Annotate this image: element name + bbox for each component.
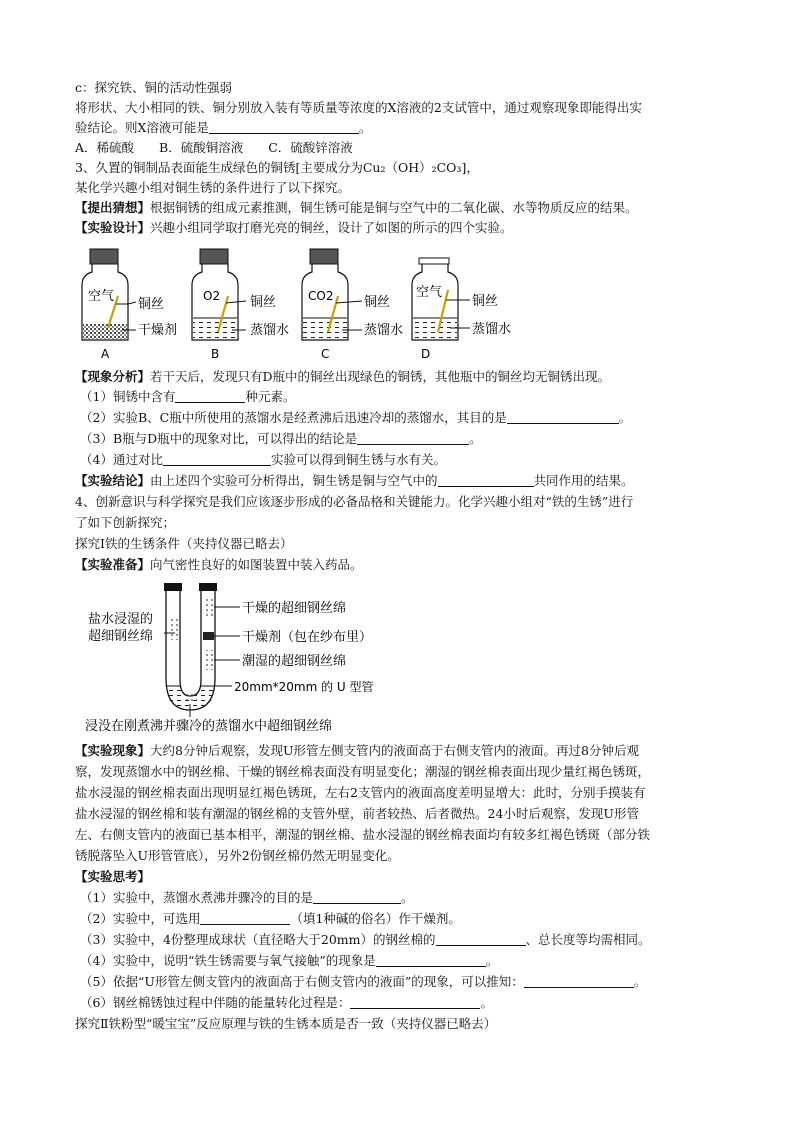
think-5-text: （5）依据“U形管左侧支管内的液面高于右侧支管内的液面”的现象，可以推知：: [80, 974, 524, 989]
thinking-tag: 【实验思考】: [75, 869, 151, 884]
prep-text: 向气密性良好的如图装置中装入药品。: [150, 557, 363, 572]
sub-1-end: 种元素。: [245, 389, 296, 404]
bottle-a-gas: 空气: [88, 289, 115, 304]
answer-blank: [524, 973, 634, 988]
bottle-b-gas: O2: [203, 289, 221, 303]
u-tube-label: 20mm*20mm 的 U 型管: [234, 680, 374, 694]
dry-steel-wool: [203, 598, 214, 616]
distilled-water-label-d: 蒸馏水: [472, 322, 512, 337]
conclusion-tag: 【实验结论】: [75, 473, 151, 488]
design-tag: 【实验设计】: [75, 220, 151, 235]
submerged-steel-wool: [183, 694, 197, 704]
section-c-question: [75, 118, 371, 138]
q4-explore-2-title: 探究Ⅱ铁粉型“暖宝宝”反应原理与铁的生锈本质是否一致（夹持仪器已略去）: [75, 1016, 497, 1031]
section-c-options: A．稀硫酸 B．硫酸铜溶液 C．硫酸锌溶液: [75, 140, 353, 155]
q3-intro: 3、久置的铜制品表面能生成绿色的铜锈[主要成分为Cu₂（OH）₂CO₃]，: [75, 160, 479, 175]
bottle-c-gas: CO2: [308, 289, 334, 303]
analysis-tag: 【现象分析】: [75, 369, 151, 384]
answer-blank: [313, 889, 401, 904]
answer-blank: [507, 409, 619, 424]
design-text: 兴趣小组同学取打磨光亮的铜丝，设计了如图的所示的四个实验。: [150, 220, 513, 235]
desiccant-pack-label: 干燥剂（包在纱布里）: [242, 630, 373, 645]
q4-phenomena-6: 锈脱落坠入U形管管底），另外2份钢丝棉仍然无明显变化。: [75, 848, 400, 863]
bottle-d-label: D: [421, 347, 431, 361]
q4-think-2: [80, 909, 461, 929]
left-stopper: [164, 583, 182, 591]
section-c-title: c：探究铁、铜的活动性强弱: [75, 80, 233, 95]
q4-think-4: [80, 951, 498, 971]
think-6-text: （6）钢丝棉锈蚀过程中伴随的能量转化过程是：: [80, 995, 351, 1010]
question-text: 验结论。则X溶液可能是: [75, 120, 209, 135]
submerged-wool-label: 浸没在刚煮沸并骤冷的蒸馏水中超细钢丝绵: [85, 719, 333, 734]
bottle-b-label: B: [211, 347, 220, 361]
sub-2-text: （2）实验B、C瓶中所使用的蒸馏水是经煮沸后迅速冷却的蒸馏水，其目的是: [80, 410, 507, 425]
bottle-a-label: A: [101, 347, 110, 361]
answer-blank: [438, 472, 534, 487]
distilled-water-label-c: 蒸馏水: [364, 323, 404, 338]
moist-wool-label: 潮湿的超细钢丝绵: [242, 654, 347, 669]
copper-wire-label-d: 铜丝: [472, 294, 499, 309]
salt-wool-label-2: 超细钢丝绵: [88, 629, 154, 644]
q4-phenomena-4: 盐水浸湿的钢丝棉和装有潮湿的钢丝棉的支管外壁，前者较热、后者微热。24小时后观察，发现U形管: [75, 806, 639, 821]
q4-explore-1-title: 探究Ⅰ铁的生锈条件（夹持仪器已略去）: [75, 536, 293, 551]
salt-wool-label-1: 盐水浸湿的: [88, 612, 154, 627]
q3-analysis: [75, 367, 610, 387]
phenomena-text: 大约8分钟后观察，发现U形管左侧支管内的液面高于右侧支管内的液面。再过8分钟后观: [150, 743, 639, 758]
think-3-text: （3）实验中，4份整理成球状（直径略大于20mm）的钢丝棉的: [80, 932, 436, 947]
sub-4-text: （4）通过对比: [80, 452, 163, 467]
sub-3-end: 。: [469, 431, 482, 446]
question-end: 。: [358, 120, 372, 135]
copper-wire-label-c: 铜丝: [364, 295, 391, 310]
desiccant-pack: [203, 632, 214, 640]
distilled-water-label-b: 蒸馏水: [250, 323, 290, 338]
desiccant-label: 干燥剂: [138, 323, 178, 338]
q4-preparation: [75, 555, 363, 575]
q4-intro-2: 了如下创新探究；: [75, 515, 176, 530]
q4-phenomena-1: [75, 741, 639, 761]
sub-2-end: 。: [618, 410, 632, 425]
answer-blank: [436, 931, 526, 946]
hypothesis-text: 根据铜锈的组成元素推测，铜生锈可能是铜与空气中的二氧化碳、水等物质反应的结果。: [150, 200, 638, 215]
phenomena-tag: 【实验现象】: [75, 743, 151, 758]
answer-blank: [175, 388, 245, 403]
dry-wool-label: 干燥的超细钢丝绵: [242, 601, 347, 616]
moist-steel-wool: [203, 650, 214, 670]
copper-wire-label-b: 铜丝: [250, 295, 277, 310]
analysis-text: 若干天后，发现只有D瓶中的铜丝出现绿色的铜锈，其他瓶中的铜丝均无铜锈出现。: [150, 369, 611, 384]
q3-conclusion: [75, 471, 634, 491]
q4-phenomena-2: 察，发现蒸馏水中的钢丝棉、干燥的钢丝棉表面没有明显变化；潮湿的钢丝棉表面出现少量红褐色锈斑，: [75, 764, 651, 779]
answer-blank: [376, 952, 486, 967]
q4-think-6: [80, 993, 493, 1013]
q3-sub-1: [80, 387, 295, 407]
answer-blank: [163, 451, 271, 466]
q3-hypothesis: [75, 198, 638, 218]
q3-sub-4: [80, 450, 446, 470]
q4-intro: 4、创新意识与科学探究是我们应该逐步形成的必备品格和关键能力。化学兴趣小组对“铁的生锈”进行: [75, 494, 634, 509]
think-3-end: 、总长度等均需相同。: [525, 932, 651, 947]
hypothesis-tag: 【提出猜想】: [75, 200, 151, 215]
think-1-text: （1）实验中，蒸馏水煮沸并骤冷的目的是: [80, 890, 313, 905]
conclusion-end: 共同作用的结果。: [533, 473, 634, 488]
conclusion-text: 由上述四个实验可分析得出，铜生锈是铜与空气中的: [150, 473, 438, 488]
think-5-end: 。: [633, 974, 647, 989]
sub-3-text: （3）B瓶与D瓶中的现象对比，可以得出的结论是: [80, 431, 358, 446]
copper-rust-experiment-figure: [70, 240, 530, 365]
answer-blank: [350, 994, 480, 1009]
prep-tag: 【实验准备】: [75, 557, 151, 572]
answer-blank: [357, 430, 469, 445]
answer-blank: [200, 910, 290, 925]
u-tube-figure: [80, 578, 520, 738]
copper-wire-label-a: 铜丝: [138, 297, 165, 312]
q4-think-3: [80, 930, 651, 950]
salt-steel-wool: [168, 618, 179, 640]
q3-design: [75, 218, 513, 238]
think-2-end: （填1种碱的俗名）作干燥剂。: [290, 911, 461, 926]
q4-think-5: [80, 972, 646, 992]
q4-think-1: [80, 888, 413, 908]
q3-sub-2: [80, 408, 631, 428]
think-4-end: 。: [485, 953, 499, 968]
think-6-end: 。: [480, 995, 493, 1010]
answer-blank: [209, 119, 359, 134]
bottle-c-label: C: [321, 347, 330, 361]
think-2-text: （2）实验中，可选用: [80, 911, 201, 926]
think-4-text: （4）实验中，说明“铁生锈需要与氧气接触”的现象是: [80, 953, 376, 968]
q4-phenomena-5: 左、右侧支管内的液面已基本相平，潮湿的钢丝棉、盐水浸湿的钢丝棉表面均有较多红褐色锈斑（部分铁: [75, 827, 651, 842]
q4-phenomena-3: 盐水浸湿的钢丝棉表面出现明显红褐色锈斑，左右2支管内的液面高度差明显增大：此时，分别手摸装有: [75, 785, 646, 800]
section-c-paragraph: 将形状、大小相同的铁、铜分别放入装有等质量等浓度的X溶液的2支试管中，通过观察现象即能得出实: [75, 100, 642, 115]
q3-sub-3: [80, 429, 482, 449]
q4-thinking-tag: [75, 867, 150, 887]
q3-intro-2: 某化学兴趣小组对铜生锈的条件进行了以下探究。: [75, 180, 351, 195]
think-1-end: 。: [400, 890, 414, 905]
sub-4-end: 实验可以得到铜生锈与水有关。: [270, 452, 446, 467]
bottle-d-gas: 空气: [416, 285, 443, 300]
sub-1-text: （1）铜锈中含有: [80, 389, 176, 404]
right-stopper: [199, 583, 217, 591]
